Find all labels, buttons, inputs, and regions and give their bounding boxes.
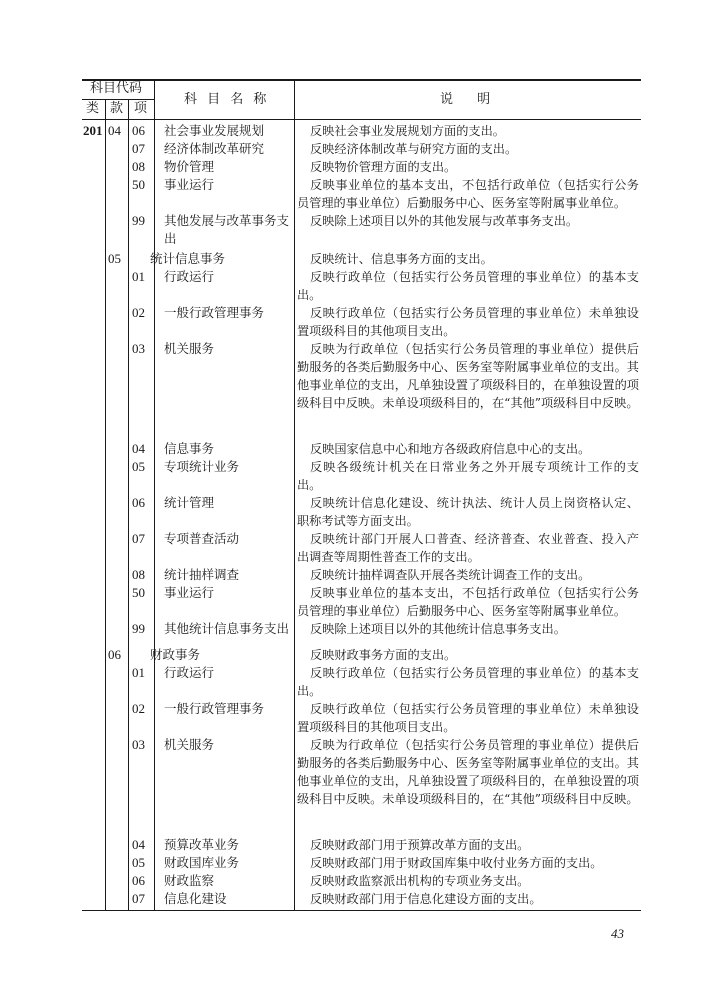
subject-name: 信息化建设 — [164, 891, 227, 906]
subject-description: 反映统计、信息事务方面的支出。 — [310, 252, 493, 266]
column-divider-name — [294, 79, 295, 911]
section-code: 05 — [108, 251, 121, 266]
subject-description: 反映行政单位（包括实行公务员管理的事业单位）的基本支出。 — [297, 270, 639, 302]
subject-name: 行政运行 — [164, 269, 215, 284]
item-code: 03 — [132, 737, 145, 752]
subject-name: 一般行政管理事务 — [164, 305, 265, 320]
subject-name: 专项普查活动 — [164, 531, 240, 546]
subject-name: 统计抽样调查 — [164, 567, 240, 582]
table-bottom-rule — [82, 910, 641, 911]
subject-description: 反映行政单位（包括实行公务员管理的事业单位）未单独设置项级科目的其他项目支出。 — [297, 306, 639, 338]
item-code: 99 — [132, 213, 145, 228]
subject-name: 专项统计业务 — [164, 459, 240, 474]
subject-name: 财政国库业务 — [164, 855, 240, 870]
subject-description: 反映财政事务方面的支出。 — [310, 648, 457, 662]
subject-description: 反映统计部门开展人口普查、经济普查、农业普查、投入产出调查等周期性普查工作的支出。 — [297, 532, 639, 564]
subject-name: 一般行政管理事务 — [164, 701, 265, 716]
subject-description: 反映除上述项目以外的其他统计信息事务支出。 — [310, 622, 566, 636]
subject-description: 反映事业单位的基本支出，不包括行政单位（包括实行公务员管理的事业单位）后勤服务中心、医务室等附属事业单位。 — [297, 586, 639, 618]
subject-name: 事业运行 — [164, 177, 215, 192]
subject-description: 反映财政部门用于信息化建设方面的支出。 — [310, 892, 542, 906]
column-divider-item — [154, 79, 155, 911]
subject-name: 经济体制改革研究 — [164, 141, 265, 156]
subject-name: 财政事务 — [150, 647, 201, 662]
header-bottom-rule — [82, 119, 641, 120]
item-code: 05 — [132, 855, 145, 870]
item-code: 01 — [132, 269, 145, 284]
subject-name: 信息事务 — [164, 441, 215, 456]
header-code-group: 科目代码 — [90, 81, 143, 96]
subject-description: 反映物价管理方面的支出。 — [310, 160, 457, 174]
subject-description: 反映财政监察派出机构的专项业务支出。 — [310, 874, 530, 888]
column-divider-section — [128, 99, 129, 911]
subject-description: 反映事业单位的基本支出，不包括行政单位（包括实行公务员管理的事业单位）后勤服务中心、医务室等附属事业单位。 — [297, 178, 639, 210]
item-code: 02 — [132, 701, 145, 716]
subject-name: 其他统计信息事务支出 — [164, 621, 290, 636]
subject-description: 反映统计信息化建设、统计执法、统计人员上岗资格认定、职称考试等方面支出。 — [297, 496, 639, 528]
item-code: 05 — [132, 459, 145, 474]
item-code: 07 — [132, 531, 145, 546]
subject-name: 机关服务 — [164, 737, 215, 752]
item-code: 06 — [132, 873, 145, 888]
item-code: 04 — [132, 441, 145, 456]
subject-description: 反映社会事业发展规划方面的支出。 — [310, 124, 505, 138]
header-section: 款 — [110, 101, 124, 116]
subject-name: 统计管理 — [164, 495, 215, 510]
subject-name: 其他发展与改革事务支出 — [164, 213, 290, 246]
subject-name: 统计信息事务 — [150, 251, 226, 266]
item-code: 07 — [132, 891, 145, 906]
item-code: 06 — [132, 495, 145, 510]
item-code: 08 — [132, 567, 145, 582]
item-code: 04 — [132, 837, 145, 852]
subject-description: 反映行政单位（包括实行公务员管理的事业单位）的基本支出。 — [297, 666, 639, 698]
section-code: 06 — [108, 647, 121, 662]
class-code: 201 — [83, 123, 103, 138]
subject-description: 反映行政单位（包括实行公务员管理的事业单位）未单独设置项级科目的其他项目支出。 — [297, 702, 639, 734]
table-top-rule — [82, 79, 641, 81]
section-code: 04 — [108, 123, 121, 138]
item-code: 08 — [132, 159, 145, 174]
item-code: 07 — [132, 141, 145, 156]
subject-name: 行政运行 — [164, 665, 215, 680]
subject-description: 反映国家信息中心和地方各级政府信息中心的支出。 — [310, 442, 591, 456]
header-item: 项 — [134, 101, 148, 116]
subject-description: 反映除上述项目以外的其他发展与改革事务支出。 — [310, 214, 579, 228]
subject-description: 反映各级统计机关在日常业务之外开展专项统计工作的支出。 — [297, 460, 639, 492]
subject-description: 反映财政部门用于财政国库集中收付业务方面的支出。 — [310, 856, 603, 870]
item-code: 06 — [132, 123, 145, 138]
subject-name: 事业运行 — [164, 585, 215, 600]
column-divider-class — [105, 99, 106, 911]
item-code: 50 — [132, 177, 145, 192]
subject-name: 社会事业发展规划 — [164, 123, 265, 138]
item-code: 50 — [132, 585, 145, 600]
header-name: 科 目 名 称 — [184, 92, 267, 107]
subject-description: 反映为行政单位（包括实行公务员管理的事业单位）提供后勤服务的各类后勤服务中心、医务室等附属事业单位的支出。其他事业单位的支出，凡单独设置了项级科目的，在单独设置的项级科目中反映。未单设项级科目的，在“其他”项级科目中反映。 — [297, 342, 639, 410]
subject-description: 反映统计抽样调查队开展各类统计调查工作的支出。 — [310, 568, 591, 582]
subject-name: 机关服务 — [164, 341, 215, 356]
subject-description: 反映经济体制改革与研究方面的支出。 — [310, 142, 518, 156]
subject-name: 财政监察 — [164, 873, 215, 888]
page-number: 43 — [611, 926, 624, 941]
item-code: 02 — [132, 305, 145, 320]
subject-description: 反映为行政单位（包括实行公务员管理的事业单位）提供后勤服务的各类后勤服务中心、医务室等附属事业单位的支出。其他事业单位的支出，凡单独设置了项级科目的，在单独设置的项级科目中反映。未单设项级科目的，在“其他”项级科目中反映。 — [297, 738, 639, 806]
header-class: 类 — [86, 101, 100, 116]
item-code: 03 — [132, 341, 145, 356]
item-code: 99 — [132, 621, 145, 636]
subject-name: 物价管理 — [164, 159, 215, 174]
subject-name: 预算改革业务 — [164, 837, 240, 852]
header-description: 说 明 — [440, 92, 491, 107]
subject-description: 反映财政部门用于预算改革方面的支出。 — [310, 838, 530, 852]
item-code: 01 — [132, 665, 145, 680]
